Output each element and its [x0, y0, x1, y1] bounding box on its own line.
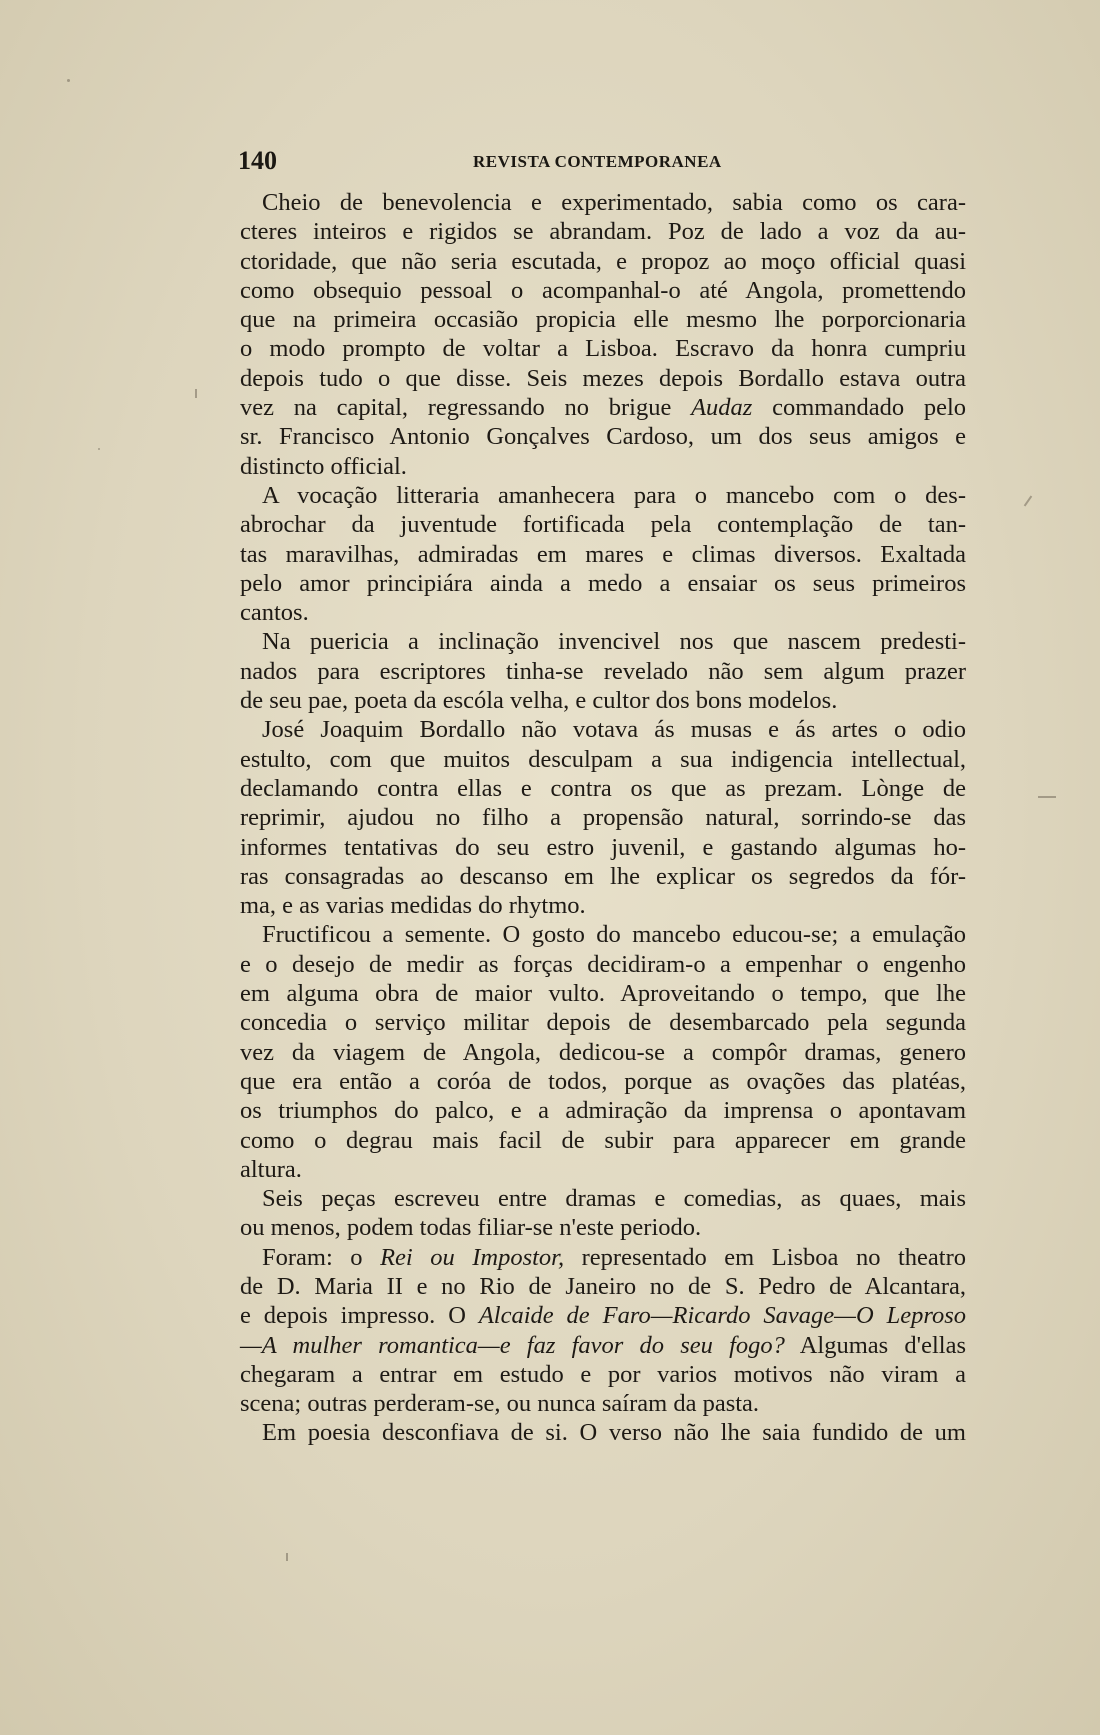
text-fragment: commandado pelo — [752, 394, 966, 422]
text-line: depois tudo o que disse. Seis mezes depois Bordallo estava outra — [240, 364, 966, 392]
text-line: Em poesia desconfiava de si. O verso não lhe saia fundido de um — [262, 1419, 966, 1447]
paper-speck — [1038, 796, 1056, 798]
text-fragment: vez na capital, regressando no brigue — [240, 394, 692, 422]
paper-speck — [1024, 496, 1033, 507]
text-line: em alguma obra de maior vulto. Aproveitando o tempo, que lhe — [240, 980, 966, 1008]
italic-text: Audaz — [691, 394, 753, 422]
text-line: altura. — [240, 1155, 302, 1183]
paragraph — [240, 1418, 966, 1447]
text-line: cantos. — [240, 599, 309, 627]
text-line: de seu pae, poeta da escóla velha, e cultor dos bons modelos. — [240, 687, 838, 715]
text-line: Fructificou a semente. O gosto do mancebo educou-se; a emulação — [262, 921, 966, 949]
paragraph — [240, 1243, 966, 1419]
paragraph — [240, 1184, 966, 1243]
text-fragment: Foram: o — [262, 1243, 381, 1271]
page-header — [238, 146, 968, 176]
text-line: reprimir, ajudou no filho a propensão natural, sorrindo-se das — [240, 804, 966, 832]
paragraph — [240, 627, 966, 715]
text-line — [240, 1331, 966, 1360]
text-line: ma, e as varias medidas do rhytmo. — [240, 892, 586, 920]
text-line: estulto, com que muitos desculpam a sua indigencia intellectual, — [240, 745, 966, 773]
paper-speck — [98, 448, 100, 450]
text-line — [240, 1301, 966, 1330]
text-line: o modo prompto de voltar a Lisboa. Escravo da honra cumpriu — [240, 335, 966, 363]
paragraph — [240, 481, 966, 627]
text-line: A vocação litteraria amanhecera para o mancebo com o des- — [262, 481, 966, 509]
text-line: declamando contra ellas e contra os que as prezam. Lònge de — [240, 774, 966, 802]
text-line: chegaram a entrar em estudo e por varios motivos não viram a — [240, 1360, 966, 1388]
text-line: pelo amor principiára ainda a medo a ensaiar os seus primeiros — [240, 569, 966, 597]
text-fragment: representado em Lisboa no theatro — [564, 1243, 966, 1271]
text-line: e o desejo de medir as forças decidiram-o a empenhar o engenho — [240, 950, 966, 978]
text-line: concedia o serviço militar depois de desembarcado pela segunda — [240, 1009, 966, 1037]
text-line: cteres inteiros e rigidos se abrandam. Poz de lado a voz da au- — [240, 218, 966, 246]
text-line: ctoridade, que não seria escutada, e propoz ao moço official quasi — [240, 247, 966, 275]
text-line: que na primeira occasião propicia elle mesmo lhe porporcionaria — [240, 306, 966, 334]
page-number: 140 — [238, 146, 277, 175]
italic-text: Rei ou Impostor, — [380, 1243, 565, 1271]
body-text — [240, 188, 966, 1448]
running-title: REVISTA CONTEMPORANEA — [473, 152, 722, 171]
paper-speck — [286, 1553, 288, 1561]
text-line: scena; outras perderam-se, ou nunca saíram da pasta. — [240, 1390, 760, 1418]
paragraph — [240, 188, 966, 481]
text-line: ras consagradas ao descanso em lhe explicar os segredos da fór- — [240, 862, 966, 890]
text-fragment: Algumas d'ellas — [784, 1331, 966, 1359]
text-line: Seis peças escreveu entre dramas e comedias, as quaes, mais — [262, 1185, 966, 1213]
text-line: Cheio de benevolencia e experimentado, sabia como os cara- — [262, 189, 966, 216]
text-line: Na puericia a inclinação invencivel nos que nascem predesti- — [262, 628, 966, 656]
text-line: como obsequio pessoal o acompanhal-o até Angola, promettendo — [240, 276, 966, 304]
text-line: vez da viagem de Angola, dedicou-se a compôr dramas, genero — [240, 1038, 966, 1066]
text-line: José Joaquim Bordallo não votava ás musas e ás artes o odio — [262, 716, 966, 744]
text-line — [240, 1243, 966, 1272]
text-fragment: e depois impresso. O — [240, 1302, 479, 1330]
italic-text: —A mulher romantica—e faz favor do seu fogo? — [240, 1331, 785, 1359]
text-line: que era então a coróa de todos, porque as ovações das platéas, — [240, 1067, 966, 1095]
text-line: nados para escriptores tinha-se revelado não sem algum prazer — [240, 657, 966, 685]
text-line: tas maravilhas, admiradas em mares e climas diversos. Exaltada — [240, 540, 966, 568]
text-line: abrochar da juventude fortificada pela contemplação de tan- — [240, 511, 966, 539]
paper-speck — [67, 79, 70, 82]
italic-text: Alcaide de Faro—Ricardo Savage—O Leproso — [478, 1302, 966, 1330]
paragraph — [240, 715, 966, 920]
text-line: sr. Francisco Antonio Gonçalves Cardoso, um dos seus amigos e — [240, 423, 966, 451]
text-line: distincto official. — [240, 452, 407, 480]
text-line: como o degrau mais facil de subir para apparecer em grande — [240, 1126, 966, 1154]
text-line: de D. Maria II e no Rio de Janeiro no de S. Pedro de Alcantara, — [240, 1272, 966, 1300]
text-line: os triumphos do palco, e a admiração da imprensa o apontavam — [240, 1097, 966, 1125]
text-line: ou menos, podem todas filiar-se n'este periodo. — [240, 1214, 702, 1242]
text-line: informes tentativas do seu estro juvenil, e gastando algumas ho- — [240, 833, 966, 861]
paper-speck — [195, 389, 197, 398]
paragraph — [240, 920, 966, 1184]
text-line — [240, 393, 966, 422]
